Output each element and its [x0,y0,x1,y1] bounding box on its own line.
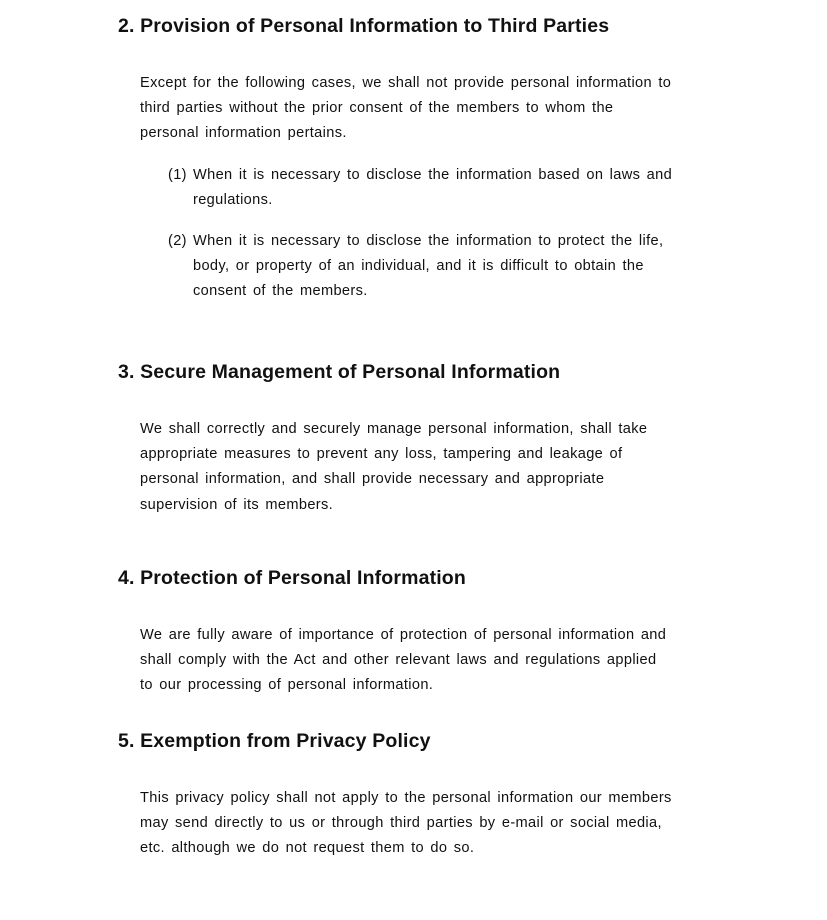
section-2-heading: 2. Provision of Personal Information to Third Parties [118,15,610,37]
list-item-line: When it is necessary to disclose the information to protect the life, [193,233,664,249]
paragraph-line: We are fully aware of importance of protection of personal information and [140,627,667,643]
list-item-line: When it is necessary to disclose the information based on laws and [193,167,673,183]
list-item-2 [168,229,713,305]
list-item-1 [168,163,713,213]
list-item-number: (1) [168,167,187,183]
section-4-heading: 4. Protection of Personal Information [118,567,466,589]
paragraph-line: supervision of its members. [140,496,334,513]
list-item-text [193,229,713,305]
list-item-line: regulations. [193,192,273,209]
section-4-paragraph [140,623,710,699]
paragraph-line: shall comply with the Act and other relevant laws and regulations applied [140,652,657,669]
paragraph-line: Except for the following cases, we shall not provide personal information to [140,75,672,91]
section-2-paragraph [140,71,710,147]
paragraph-line: personal information, and shall provide necessary and appropriate [140,471,605,488]
section-5-heading: 5. Exemption from Privacy Policy [118,730,431,752]
paragraph-line: etc. although we do not request them to do so. [140,840,475,857]
section-3-paragraph [140,417,710,518]
paragraph-line: third parties without the prior consent of the members to whom the [140,100,614,117]
list-item-line: body, or property of an individual, and it is difficult to obtain the [193,258,644,275]
paragraph-line: to our processing of personal information. [140,677,434,694]
paragraph-line: This privacy policy shall not apply to the personal information our members [140,790,672,806]
paragraph-line: personal information pertains. [140,125,347,142]
list-item-text [193,163,713,213]
list-item-line: consent of the members. [193,283,368,300]
paragraph-line: We shall correctly and securely manage personal information, shall take [140,421,648,437]
paragraph-line: appropriate measures to prevent any loss, tampering and leakage of [140,446,623,463]
list-item-number: (2) [168,233,187,249]
paragraph-line: may send directly to us or through third parties by e-mail or social media, [140,815,662,832]
section-5-paragraph [140,786,710,862]
section-3-heading: 3. Secure Management of Personal Information [118,361,561,383]
